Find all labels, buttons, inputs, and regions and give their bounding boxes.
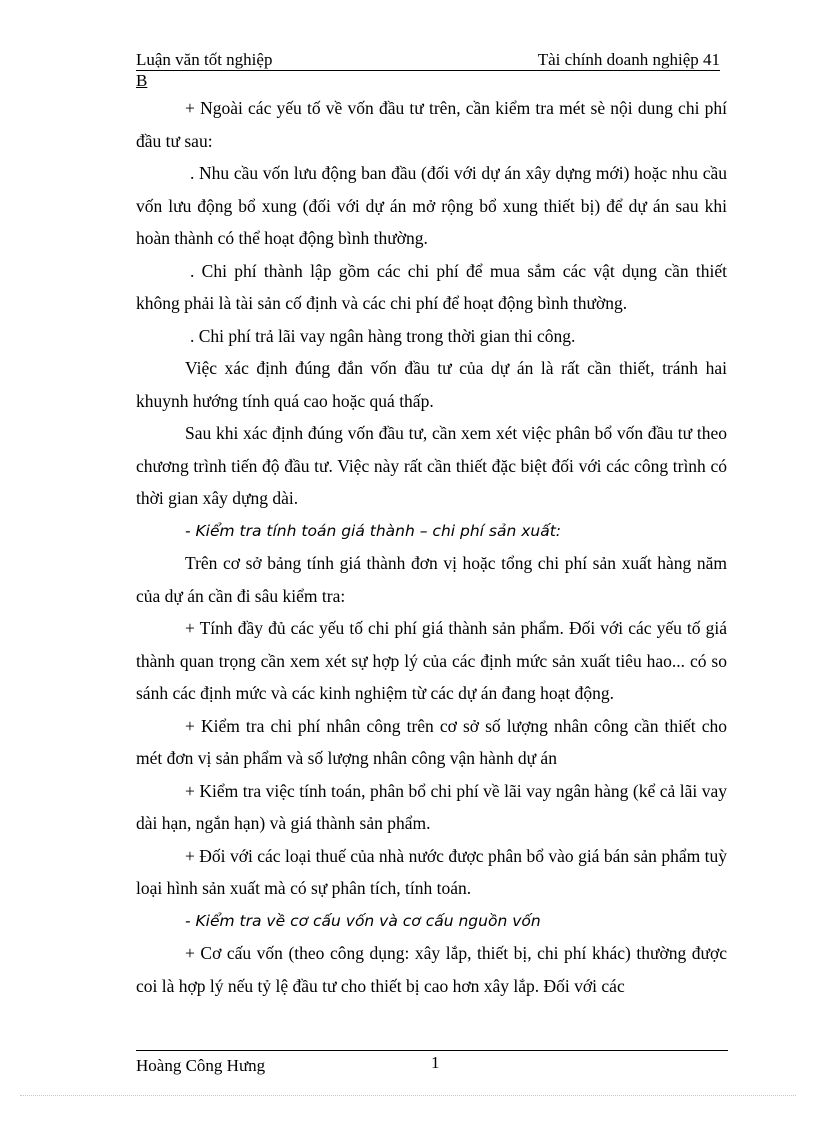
- footer-author: Hoàng Công Hưng: [136, 1056, 266, 1075]
- paragraph: + Tính đầy đủ các yếu tố chi phí giá thành sản phẩm. Đối với các yếu tố giá thành quan trọng cần xem xét sự hợp lý của các định mức sản xuất tiêu hao... có so sánh các định mức và các kinh nghiệm từ các dự án đang hoạt động.: [136, 618, 727, 703]
- paragraph: . Chi phí thành lập gồm các chi phí để mua sắm các vật dụng cần thiết không phải là tài sản cố định và các chi phí để hoạt động bình thường.: [136, 260, 727, 313]
- paragraph: Trên cơ sở bảng tính giá thành đơn vị hoặc tổng chi phí sản xuất hàng năm của dự án cần đi sâu kiểm tra:: [136, 553, 727, 606]
- footer-divider: [136, 1050, 728, 1051]
- paragraph: + Đối với các loại thuế của nhà nước được phân bổ vào giá bán sản phẩm tuỳ loại hình sản xuất mà có sự phân tích, tính toán.: [136, 845, 727, 898]
- paragraph: Việc xác định đúng đắn vốn đầu tư của dự án là rất cần thiết, tránh hai khuynh hướng tính quá cao hoặc quá thấp.: [136, 358, 727, 411]
- paragraph: + Kiểm tra chi phí nhân công trên cơ sở số lượng nhân công cần thiết cho mét đơn vị sản phẩm và số lượng nhân công vận hành dự án: [136, 715, 727, 768]
- paragraph: Sau khi xác định đúng vốn đầu tư, cần xem xét việc phân bổ vốn đầu tư theo chương trình tiến độ đầu tư. Việc này rất cần thiết đặc biệt đối với các công trình có thời gian xây dựng dài.: [136, 423, 727, 508]
- paragraph: + Ngoài các yếu tố về vốn đầu tư trên, cần kiểm tra mét sè nội dung chi phí đầu tư sau:: [136, 98, 727, 151]
- paragraph: . Chi phí trả lãi vay ngân hàng trong thời gian thi công.: [190, 325, 576, 346]
- header-left-title: Luận văn tốt nghiệp: [136, 50, 273, 69]
- document-body: [136, 92, 727, 1002]
- header-right-title: Tài chính doanh nghiệp 41: [537, 50, 720, 69]
- page-header: [136, 50, 720, 71]
- paragraph: . Nhu cầu vốn lưu động ban đầu (đối với dự án xây dựng mới) hoặc nhu cầu vốn lưu động bổ xung (đối với dự án mở rộng bổ xung thiết bị) để dự án sau khi hoàn thành có thể hoạt động bình thường.: [136, 163, 727, 248]
- page-break-line: [20, 1095, 796, 1096]
- section-heading: - Kiểm tra về cơ cấu vốn và cơ cấu nguồn vốn: [185, 911, 541, 930]
- paragraph: + Kiểm tra việc tính toán, phân bổ chi phí về lãi vay ngân hàng (kể cả lãi vay dài hạn, ngắn hạn) và giá thành sản phẩm.: [136, 780, 727, 833]
- section-heading: - Kiểm tra tính toán giá thành – chi phí sản xuất:: [185, 521, 562, 540]
- header-suffix: B: [136, 71, 148, 90]
- paragraph: + Cơ cấu vốn (theo công dụng: xây lắp, thiết bị, chi phí khác) thường được coi là hợp lý nếu tỷ lệ đầu tư cho thiết bị cao hơn xây lắp. Đối với các: [136, 943, 727, 996]
- page-number: 1: [431, 1053, 440, 1072]
